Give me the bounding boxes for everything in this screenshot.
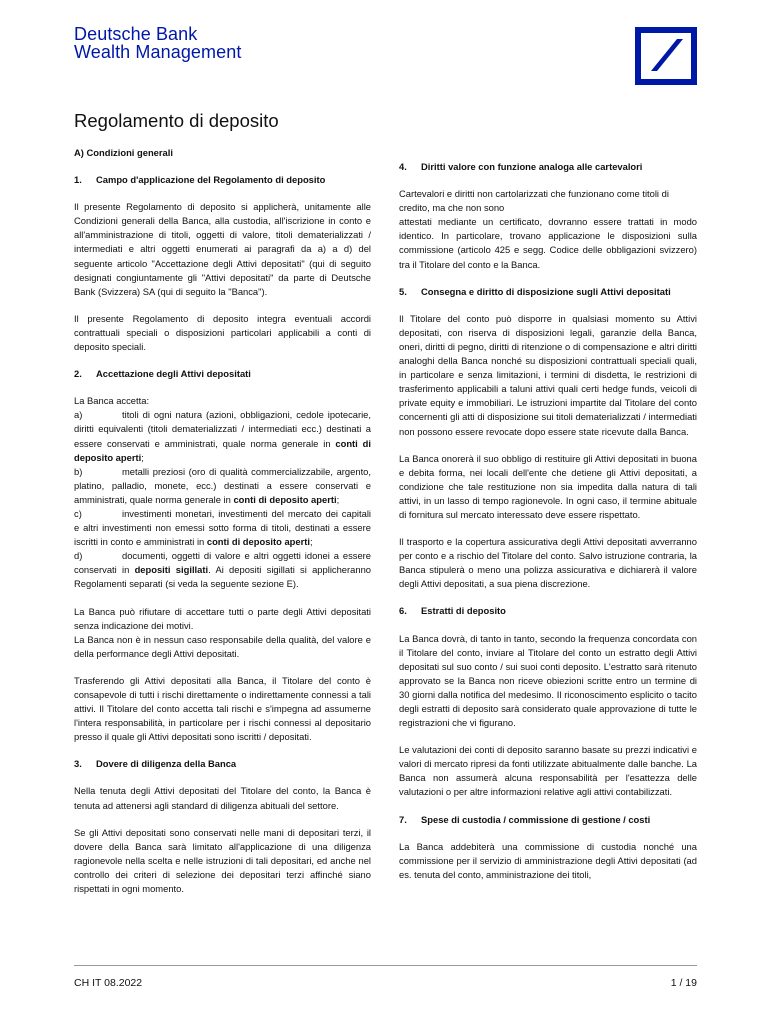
- page-title: Regolamento di deposito: [74, 110, 279, 131]
- section-number: 1.: [74, 174, 82, 186]
- section-6-heading: [399, 604, 697, 618]
- section-3-heading: [74, 757, 371, 771]
- paragraph: Trasferendo gli Attivi depositati alla Banca, il Titolare del conto è consapevole di tutti i rischi direttamente o indirettamente connessi a tali attivi. Il Titolare del conto accetta tali rischi e s'impegna ad assumerne l'intera responsabilità, in particolare per i rischi connessi al depositario presso il quale gli Attivi depositati sono iscritti / depositati.: [74, 674, 371, 743]
- paragraph: La Banca può rifiutare di accettare tutti o parte degli Attivi depositati senza indicazione dei motivi.: [74, 605, 371, 631]
- list-item-b: [74, 465, 371, 507]
- section-7-heading: [399, 813, 697, 827]
- list-text: ;: [336, 493, 340, 505]
- paragraph: Il trasporto e la copertura assicurativa degli Attivi depositati avverranno per conto e a rischio del Titolare del conto. Salvo istruzione contraria, la Banca stipulerà o meno una polizza assicurativa e dichiarerà il valore degli Attivi depositati, a sua piena discrezione.: [399, 536, 697, 590]
- list-label: b): [74, 465, 83, 477]
- paragraph: Se gli Attivi depositati sono conservati nelle mani di depositari terzi, il dovere della Banca sarà limitato all'applicazione di una diligenza ragionevole nella scelta e nelle istruzioni di tali depositari, ed anche nel controllo dei criteri di selezione dei depositari terzi affinché siano rispettati in ogni momento.: [74, 826, 371, 895]
- paragraph: La Banca dovrà, di tanto in tanto, secondo la frequenza concordata con il Titolare del conto, inviare al Titolare del conto un estratto degli Attivi depositati sul suo conto / sui suoi conti deposito. L'estratto sarà ritenuto approvato se la Banca non riceve obiezioni scritte entro un termine di 30 giorni dalla notifica del medesimo. Il riconoscimento esplicito o tacito degli estratti di deposito sarà considerato quale approvazione di tutte le registrazioni che vi figurano.: [399, 632, 697, 729]
- paragraph: Le valutazioni dei conti di deposito saranno basate su prezzi indicativi e valori di mercato ripresi da fonti utilizzate abitualmente dalle banche. La Banca non assumerà alcuna responsabilità per l'esattezza delle valutazioni o per altre informazioni relative agli attivi contabilizzati.: [399, 744, 697, 798]
- brand-line-2: Wealth Management: [74, 42, 242, 62]
- section-title: Accettazione degli Attivi depositati: [96, 368, 251, 380]
- list-label: c): [74, 507, 82, 519]
- list-item-a: [74, 408, 371, 464]
- section-title: Campo d'applicazione del Regolamento di deposito: [96, 174, 326, 186]
- paragraph: Cartevalori e diritti non cartolarizzati che funzionano come titoli di credito, ma che non sono: [399, 188, 669, 214]
- list-label: d): [74, 550, 83, 562]
- paragraph: La Banca addebiterà una commissione di custodia nonché una commissione per il servizio di amministrazione degli Attivi depositati (ad es. tenuta del conto, amministrazione dei titoli,: [399, 840, 697, 880]
- list-text: documenti, oggetti di valore e altri oggetti idonei a essere conservati in: [74, 550, 371, 576]
- list-text: metalli preziosi (oro di qualità commercializzabile, argento, platino, palladio, monete, ecc.) destinati a essere conservati e amministrati, quale norma generale in: [74, 465, 371, 505]
- document-code: CH IT 08.2022: [74, 977, 143, 989]
- paragraph: Il Titolare del conto può disporre in qualsiasi momento su Attivi depositati, con riserva di disposizioni legali, garanzie della Banca, oneri, diritti di pegno, diritti di ritenzione o di compensazione e altri diritti analoghi della Banca nonché su disposizioni contrattuali speciali quali, in particolare e senza limitazioni, i termini di disdetta, le restrizioni di trasferimento applicabili a taluni attivi quali certi hedge funds, veicoli di private equity e immobiliari. Le istruzioni impartite dal Titolare del conto concernenti gli atti di disposizione sui titoli dematerializzati / intermediati non possono essere revocate dopo essere state ricevute dalla Banca.: [399, 312, 697, 437]
- section-5-heading: [399, 285, 697, 299]
- list-text: titoli di ogni natura (azioni, obbligazioni, cedole ipotecarie, diritti equivalenti (titoli dematerializzati / intermediati ecc.) destinati a essere conservati e amministrati, quale norma generale in: [74, 409, 371, 449]
- brand-wordmark: [74, 25, 241, 61]
- section-number: 6.: [399, 605, 407, 617]
- list-item-d: [74, 549, 371, 591]
- list-bold: conti di deposito aperti: [74, 437, 371, 463]
- section-title: Dovere di diligenza della Banca: [96, 758, 237, 770]
- deutsche-bank-logo-icon: [635, 27, 697, 85]
- section-1-heading: [74, 173, 371, 187]
- paragraph: Il presente Regolamento di deposito si applicherà, unitamente alle Condizioni generali della Banca, alla custodia, all'iscrizione in conto e all'amministrazione di titoli, oggetti di valore, titoli dematerializzati / intermediati e altri oggetti enumerati ai paragrafi da a) a d) del seguente articolo "Accettazione degli Attivi depositati" (qui di seguito designati congiuntamente gli "Attivi depositati" da parte di Deutsche Bank (Svizzera) SA (qui di seguito la "Banca").: [74, 201, 371, 297]
- list-bold: conti di deposito aperti: [233, 493, 337, 505]
- list-text: ;: [310, 536, 313, 548]
- paragraph: Nella tenuta degli Attivi depositati del Titolare del conto, la Banca è tenuta ad attenersi agli standard di diligenza abituali del settore.: [74, 785, 371, 811]
- section-a-heading: A) Condizioni generali: [74, 147, 173, 158]
- list-label: a): [74, 409, 83, 421]
- list-bold: depositi sigillati: [134, 564, 209, 576]
- section-title: Estratti di deposito: [421, 605, 506, 617]
- section-title: Diritti valore con funzione analoga alle cartevalori: [421, 161, 643, 172]
- section-number: 4.: [399, 161, 407, 172]
- section-title: Spese di custodia / commissione di gestione / costi: [421, 813, 651, 825]
- paragraph: Il presente Regolamento di deposito integra eventuali accordi contrattuali speciali o disposizioni particolari applicabili a conti di deposito speciali.: [74, 312, 371, 353]
- brand-line-1: Deutsche Bank: [74, 24, 198, 44]
- list-text: . Ai depositi sigillati si applicheranno Regolamenti separati (si veda la seguente sezione E).: [74, 564, 371, 590]
- list-text: investimenti monetari, investimenti del mercato dei capitali e altri investimenti non emessi sotto forma di titoli, destinati a essere iscritti in conto e amministrati in: [74, 507, 371, 548]
- list-text: ;: [141, 451, 144, 463]
- section-2-heading: [74, 367, 371, 381]
- section-number: 3.: [74, 758, 82, 770]
- paragraph: attestati mediante un certificato, dovranno essere trattati in modo identico. In particolare, trovano applicazione le disposizioni sulla commissione (articolo 425 e segg. Codice delle obbligazioni svizzero) tra il Titolare del conto e la Banca.: [399, 216, 697, 270]
- section-title: Consegna e diritto di disposizione sugli Attivi depositati: [421, 285, 671, 297]
- paragraph: La Banca accetta:: [74, 395, 150, 407]
- section-number: 7.: [399, 813, 407, 825]
- section-number: 2.: [74, 368, 82, 380]
- footer-divider: [74, 965, 697, 966]
- list-item-c: [74, 507, 371, 549]
- paragraph: La Banca non è in nessun caso responsabile della qualità, del valore e della performance degli Attivi depositati.: [74, 633, 371, 659]
- section-number: 5.: [399, 285, 407, 297]
- paragraph: La Banca onorerà il suo obbligo di restituire gli Attivi depositati in buona e debita forma, nei locali dell'ente che detiene gli Attivi depositati, a condizione che tale restituzione non sia impedita dalla natura di tali attivi, in un lasso di tempo ragionevole. In ogni caso, il termine abituale di fornitura sul mercato interessato deve essere rispettato.: [399, 452, 697, 520]
- page-number: 1 / 19: [670, 977, 697, 989]
- list-bold: conti di deposito aperti: [206, 536, 310, 548]
- right-column: [399, 160, 697, 882]
- section-4-heading: [399, 160, 697, 174]
- left-column: [74, 146, 371, 896]
